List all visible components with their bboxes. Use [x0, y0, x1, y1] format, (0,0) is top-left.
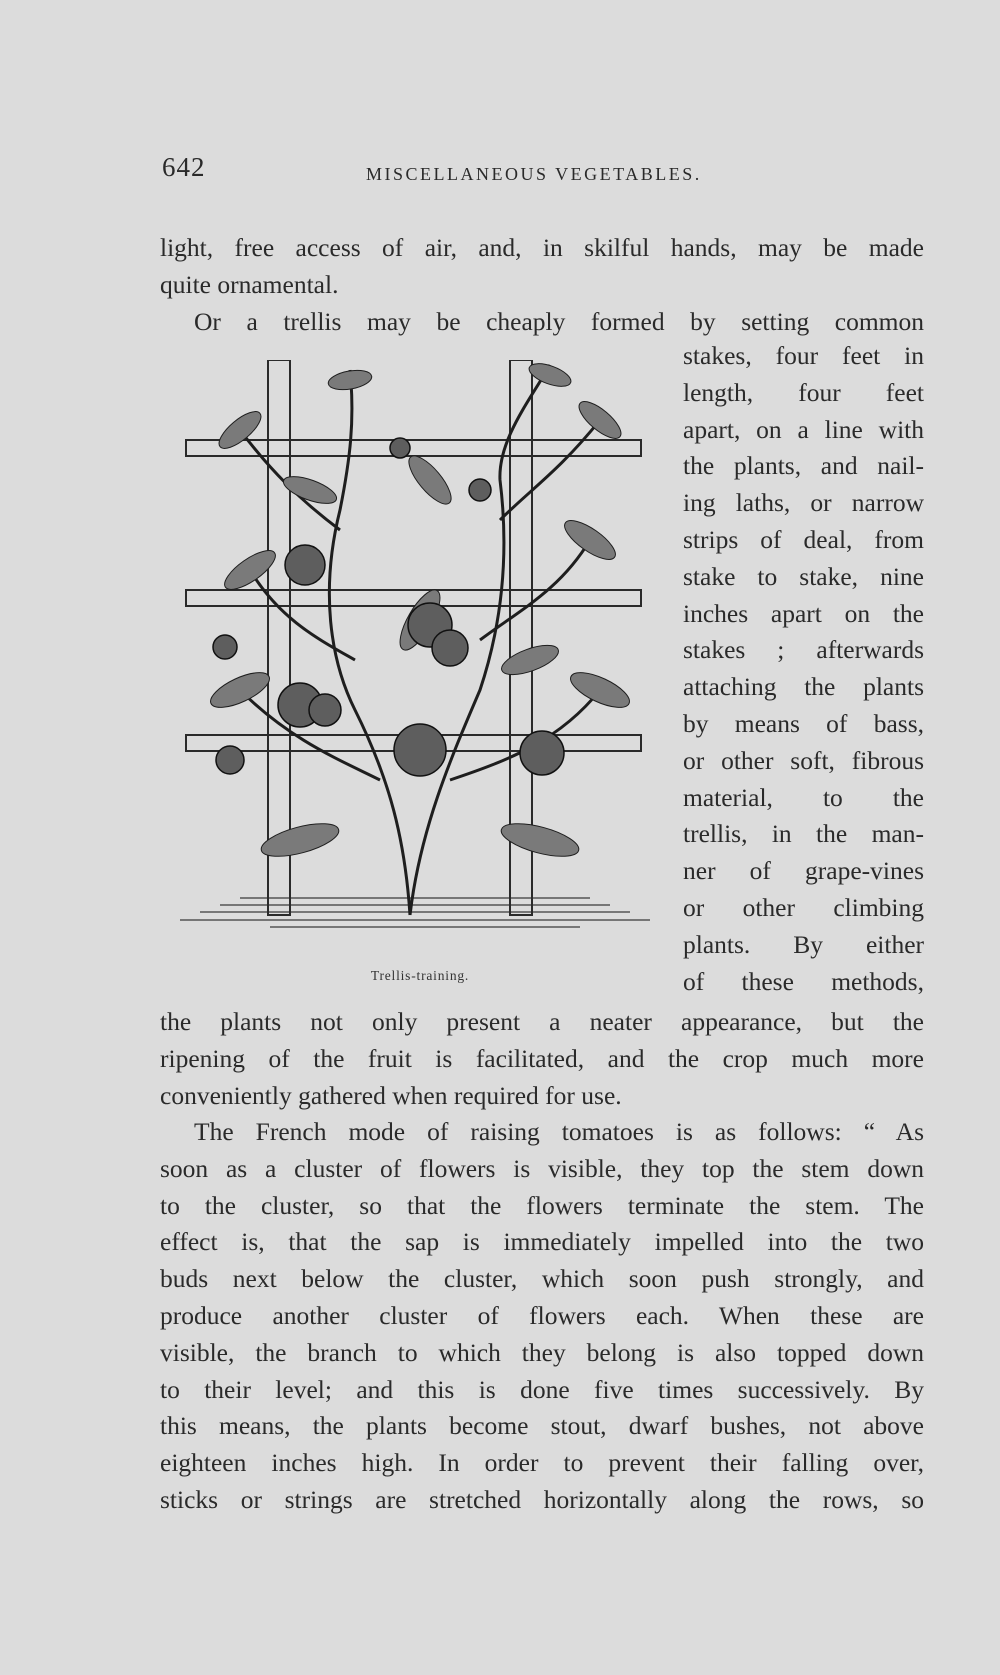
- trellis-illustration: [180, 360, 660, 940]
- text-line: material, to the: [683, 782, 924, 812]
- text-line: plants. By either: [683, 929, 924, 959]
- text-line: or other soft, fibrous: [683, 745, 924, 775]
- text-line: quite ornamental.: [160, 269, 339, 299]
- paragraph-1: [160, 230, 924, 304]
- paragraph-3: [160, 1114, 924, 1519]
- text-line: to the cluster, so that the flowers terminate the stem. The: [160, 1190, 924, 1220]
- text-line: attaching the plants: [683, 672, 924, 702]
- text-line: apart, on a line with: [683, 414, 924, 444]
- text-line: ner of grape-vines: [683, 856, 924, 886]
- text-line: to their level; and this is done five times successively. By: [160, 1374, 924, 1404]
- figure-caption: Trellis-training.: [370, 968, 470, 983]
- text-line: sticks or strings are stretched horizontally along the rows, so: [160, 1484, 924, 1514]
- page-number: 642: [162, 152, 206, 182]
- text-line: by means of bass,: [683, 708, 924, 738]
- text-line: stake to stake, nine: [683, 561, 924, 591]
- wrapped-text-column: [683, 338, 924, 1000]
- text-line: stakes ; afterwards: [683, 635, 924, 665]
- text-line: The French mode of raising tomatoes is as follows: “ As: [194, 1117, 924, 1146]
- text-line: light, free access of air, and, in skilful hands, may be made: [160, 233, 924, 262]
- ground-hatching: [180, 898, 650, 927]
- paragraph-2-continuation: [160, 1004, 924, 1114]
- text-line: or other climbing: [683, 892, 924, 922]
- text-line: produce another cluster of flowers each. When these are: [160, 1300, 924, 1330]
- text-line: the plants not only present a neater appearance, but the: [160, 1007, 924, 1036]
- text-line: strips of deal, from: [683, 524, 924, 554]
- text-line: trellis, in the man-: [683, 819, 924, 849]
- text-line: visible, the branch to which they belong is also topped down: [160, 1337, 924, 1367]
- text-line: stakes, four feet in: [683, 341, 924, 370]
- text-line: Or a trellis may be cheaply formed by setting common: [194, 307, 924, 336]
- text-line: eighteen inches high. In order to prevent their falling over,: [160, 1448, 924, 1478]
- text-line: of these methods,: [683, 966, 924, 996]
- text-line: length, four feet: [683, 377, 924, 407]
- text-line: ripening of the fruit is facilitated, and the crop much more: [160, 1043, 924, 1073]
- text-line: conveniently gathered when required for use.: [160, 1080, 622, 1110]
- page-header: [162, 152, 922, 192]
- paragraph-2-opening: [160, 304, 924, 341]
- tomato-trellis-engraving-icon: [180, 360, 660, 940]
- text-line: effect is, that the sap is immediately impelled into the two: [160, 1227, 924, 1257]
- text-line: ing laths, or narrow: [683, 488, 924, 518]
- running-head: MISCELLANEOUS VEGETABLES.: [366, 164, 702, 184]
- text-line: this means, the plants become stout, dwarf bushes, not above: [160, 1411, 924, 1441]
- text-line: inches apart on the: [683, 598, 924, 628]
- text-line: buds next below the cluster, which soon push strongly, and: [160, 1264, 924, 1294]
- text-line: soon as a cluster of flowers is visible, they top the stem down: [160, 1153, 924, 1183]
- text-line: the plants, and nail-: [683, 451, 924, 481]
